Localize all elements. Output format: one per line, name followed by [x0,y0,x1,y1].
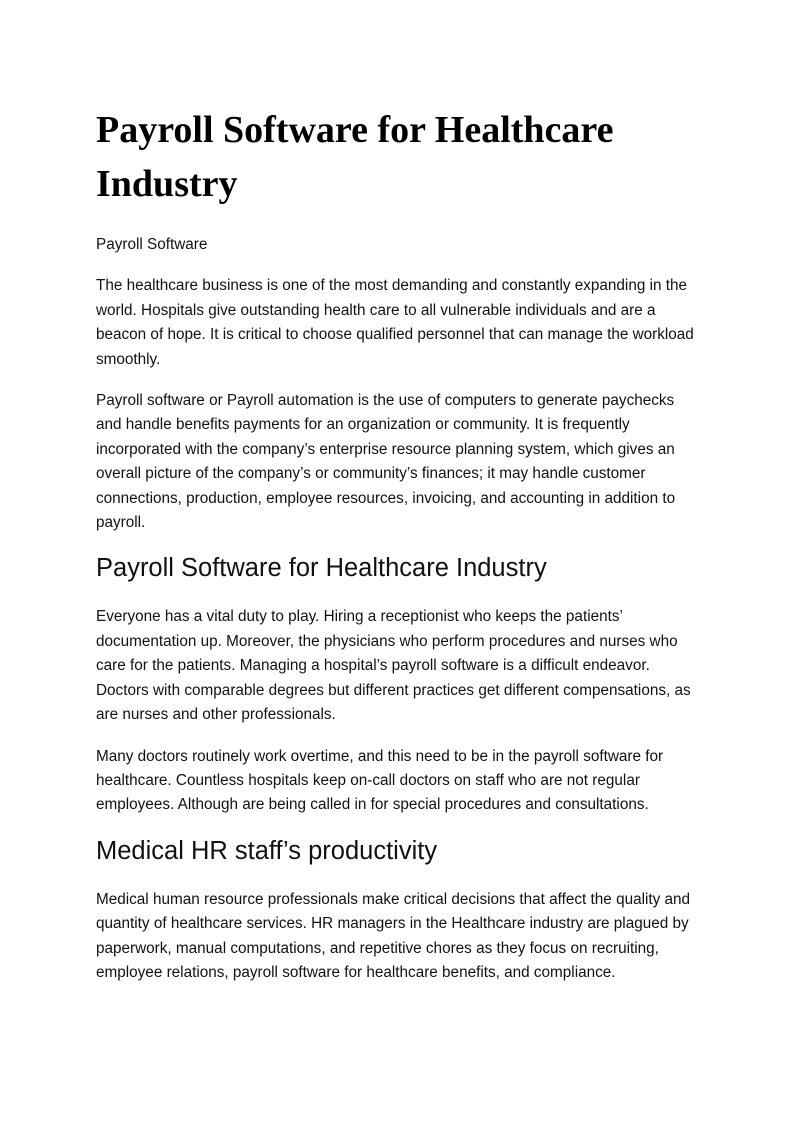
section-heading: Payroll Software for Healthcare Industry [96,554,547,583]
intro-paragraph: The healthcare business is one of the most demanding and constantly expanding in the world. Hospitals give outstanding health care to all vulnerable individuals and are a beacon of hope. It is critical to choose qualified personnel that can manage the workload smoothly. [96,277,694,368]
subtitle: Payroll Software [96,236,208,253]
section-paragraph: Many doctors routinely work overtime, and this need to be in the payroll software for healthcare. Countless hospitals keep on-call doctors on staff who are not regular employees. Although are being called in for special procedures and consultations. [96,747,664,814]
section-paragraph: Medical human resource professionals make critical decisions that affect the quality and quantity of healthcare services. HR managers in the Healthcare industry are plagued by paperwork, manual computations, and repetitive chores as they focus on recruiting, employee relations, payroll software for healthcare benefits, and compliance. [96,890,691,981]
section-heading: Medical HR staff’s productivity [96,836,438,865]
page-title: Payroll Software for Healthcare Industry [96,109,614,205]
section-paragraph: Everyone has a vital duty to play. Hiring a receptionist who keeps the patients’ documentation up. Moreover, the physicians who perform procedures and nurses who care for the patients. Managing a hospital’s payroll software is a difficult endeavor. Doctors with comparable degrees but different practices get different compensations, as are nurses and other professionals. [96,608,691,724]
intro-paragraph: Payroll software or Payroll automation is the use of computers to generate paychecks and handle benefits payments for an organization or community. It is frequently incorporated with the company’s enterprise resource planning system, which gives an overall picture of the company’s or community’s finances; it may handle customer connections, production, employee resources, invoicing, and accounting in addition to payroll. [96,392,676,532]
